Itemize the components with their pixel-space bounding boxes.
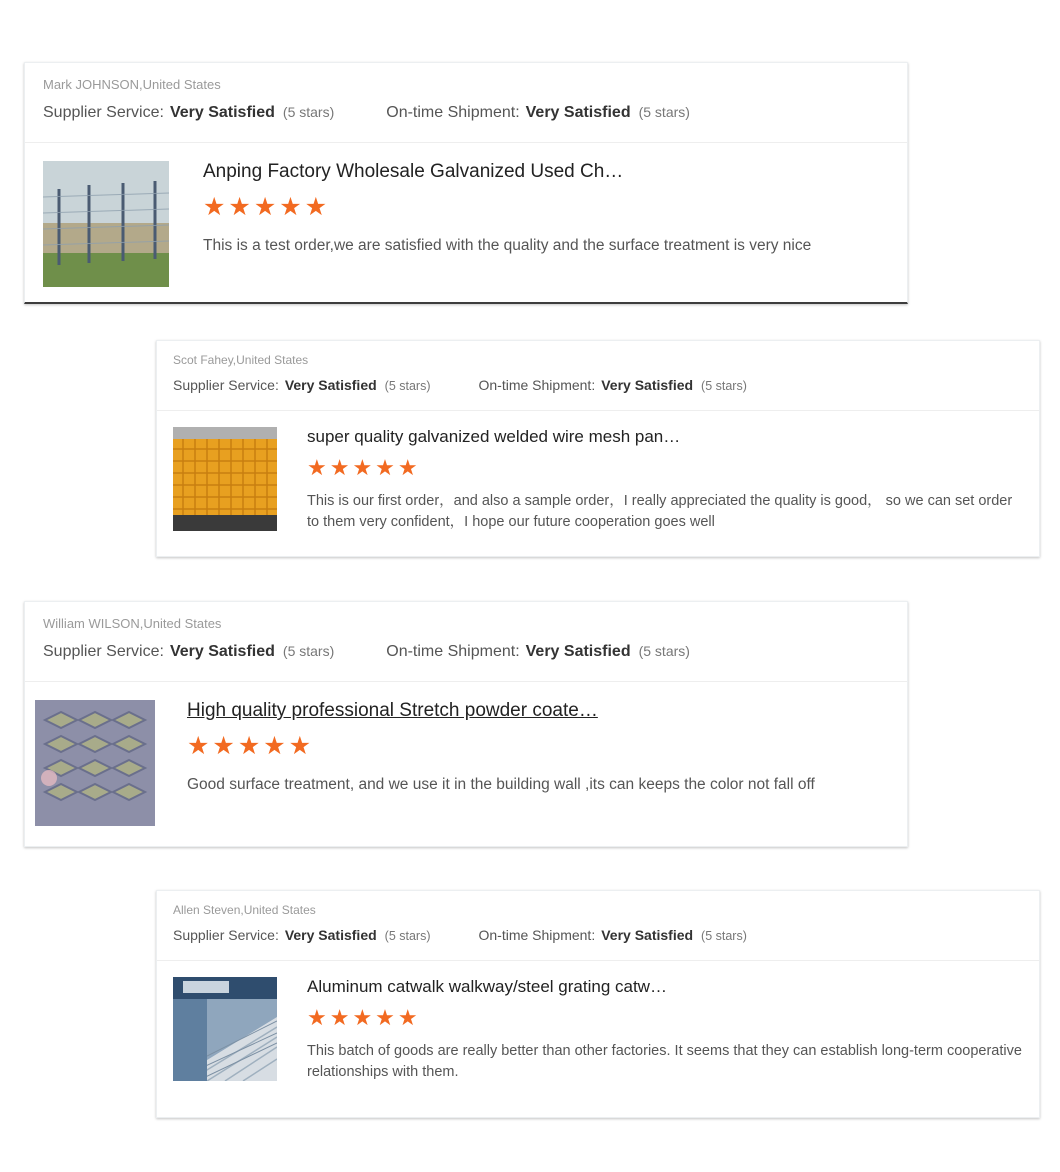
review-body (25, 143, 907, 305)
review-text: This is a test order,we are satisfied with the quality and the surface treatment is very nice (203, 237, 812, 254)
product-thumbnail-steel-grating-catwalk[interactable] (173, 977, 277, 1081)
product-thumbnail-welded-mesh-panel[interactable] (173, 427, 277, 531)
on-time-shipment-value: Very Satisfied (601, 377, 694, 393)
supplier-service-label: Supplier Service: (43, 104, 164, 121)
reviewer-name: Allen Steven,United States (173, 903, 316, 917)
review-header (157, 341, 1039, 411)
review-star-rating: ★★★★★ (187, 732, 315, 760)
supplier-service-value: Very Satisfied (169, 643, 275, 660)
review-content (307, 427, 1023, 533)
supplier-service-stars: (5 stars) (282, 104, 335, 120)
on-time-shipment-stars: (5 stars) (701, 929, 747, 943)
review-star-rating: ★★★★★ (203, 193, 331, 221)
review-content (187, 700, 889, 796)
review-body (157, 961, 1039, 1099)
on-time-shipment-value: Very Satisfied (601, 927, 694, 943)
on-time-shipment-label: On-time Shipment: (386, 643, 520, 660)
supplier-service-label: Supplier Service: (173, 927, 279, 943)
on-time-shipment-rating (386, 643, 690, 661)
on-time-shipment-stars: (5 stars) (638, 643, 690, 659)
on-time-shipment-rating (386, 104, 690, 122)
on-time-shipment-label: On-time Shipment: (478, 377, 596, 393)
supplier-service-value: Very Satisfied (169, 104, 275, 121)
supplier-service-rating (173, 927, 431, 943)
product-thumbnail-wire-fence[interactable] (43, 161, 169, 287)
on-time-shipment-stars: (5 stars) (701, 379, 747, 393)
rating-summary (173, 927, 1039, 943)
review-star-rating: ★★★★★ (307, 455, 421, 480)
on-time-shipment-rating (479, 927, 747, 943)
review-text: This is our first order，and also a sample order，I really appreciated the quality is good， so we can set order to them very confident，I hope our future cooperation goes well (307, 493, 1013, 531)
supplier-service-label: Supplier Service: (43, 643, 164, 660)
review-card (24, 601, 908, 847)
supplier-service-label: Supplier Service: (173, 377, 279, 393)
review-body (157, 411, 1039, 549)
supplier-service-stars: (5 stars) (384, 379, 431, 393)
review-text: This batch of goods are really better than other factories. It seems that they can establish long-term cooperative relationships with them. (307, 1043, 1022, 1081)
product-title[interactable]: High quality professional Stretch powder coate… (187, 700, 598, 721)
supplier-service-value: Very Satisfied (284, 927, 377, 943)
reviewer-name: Scot Fahey,United States (173, 353, 309, 367)
rating-summary (173, 377, 1039, 393)
supplier-service-rating (173, 377, 431, 393)
supplier-service-rating (43, 643, 334, 661)
review-card (156, 340, 1040, 557)
review-header (157, 891, 1039, 961)
review-card (24, 62, 908, 304)
review-card (156, 890, 1040, 1118)
review-header (25, 602, 907, 682)
on-time-shipment-rating (479, 377, 747, 393)
on-time-shipment-value: Very Satisfied (525, 104, 631, 121)
reviewer-name: Mark JOHNSON,United States (43, 77, 221, 92)
rating-summary (43, 643, 907, 661)
product-title[interactable]: Aluminum catwalk walkway/steel grating catw… (307, 977, 667, 996)
review-text: Good surface treatment, and we use it in the building wall ,its can keeps the color not fall off (187, 776, 815, 793)
on-time-shipment-value: Very Satisfied (525, 643, 631, 660)
product-thumbnail-expanded-metal[interactable] (35, 700, 155, 826)
product-title[interactable]: super quality galvanized welded wire mesh pan… (307, 427, 681, 446)
review-body (25, 682, 907, 844)
review-content (307, 977, 1023, 1083)
supplier-service-stars: (5 stars) (282, 643, 335, 659)
review-star-rating: ★★★★★ (307, 1005, 421, 1030)
supplier-service-rating (43, 104, 334, 122)
review-header (25, 63, 907, 143)
on-time-shipment-label: On-time Shipment: (478, 927, 596, 943)
supplier-service-stars: (5 stars) (384, 929, 431, 943)
on-time-shipment-stars: (5 stars) (638, 104, 690, 120)
reviewer-name: William WILSON,United States (43, 616, 222, 631)
supplier-service-value: Very Satisfied (284, 377, 377, 393)
on-time-shipment-label: On-time Shipment: (386, 104, 520, 121)
review-content (203, 161, 889, 257)
product-title[interactable]: Anping Factory Wholesale Galvanized Used Ch… (203, 161, 624, 182)
rating-summary (43, 104, 907, 122)
